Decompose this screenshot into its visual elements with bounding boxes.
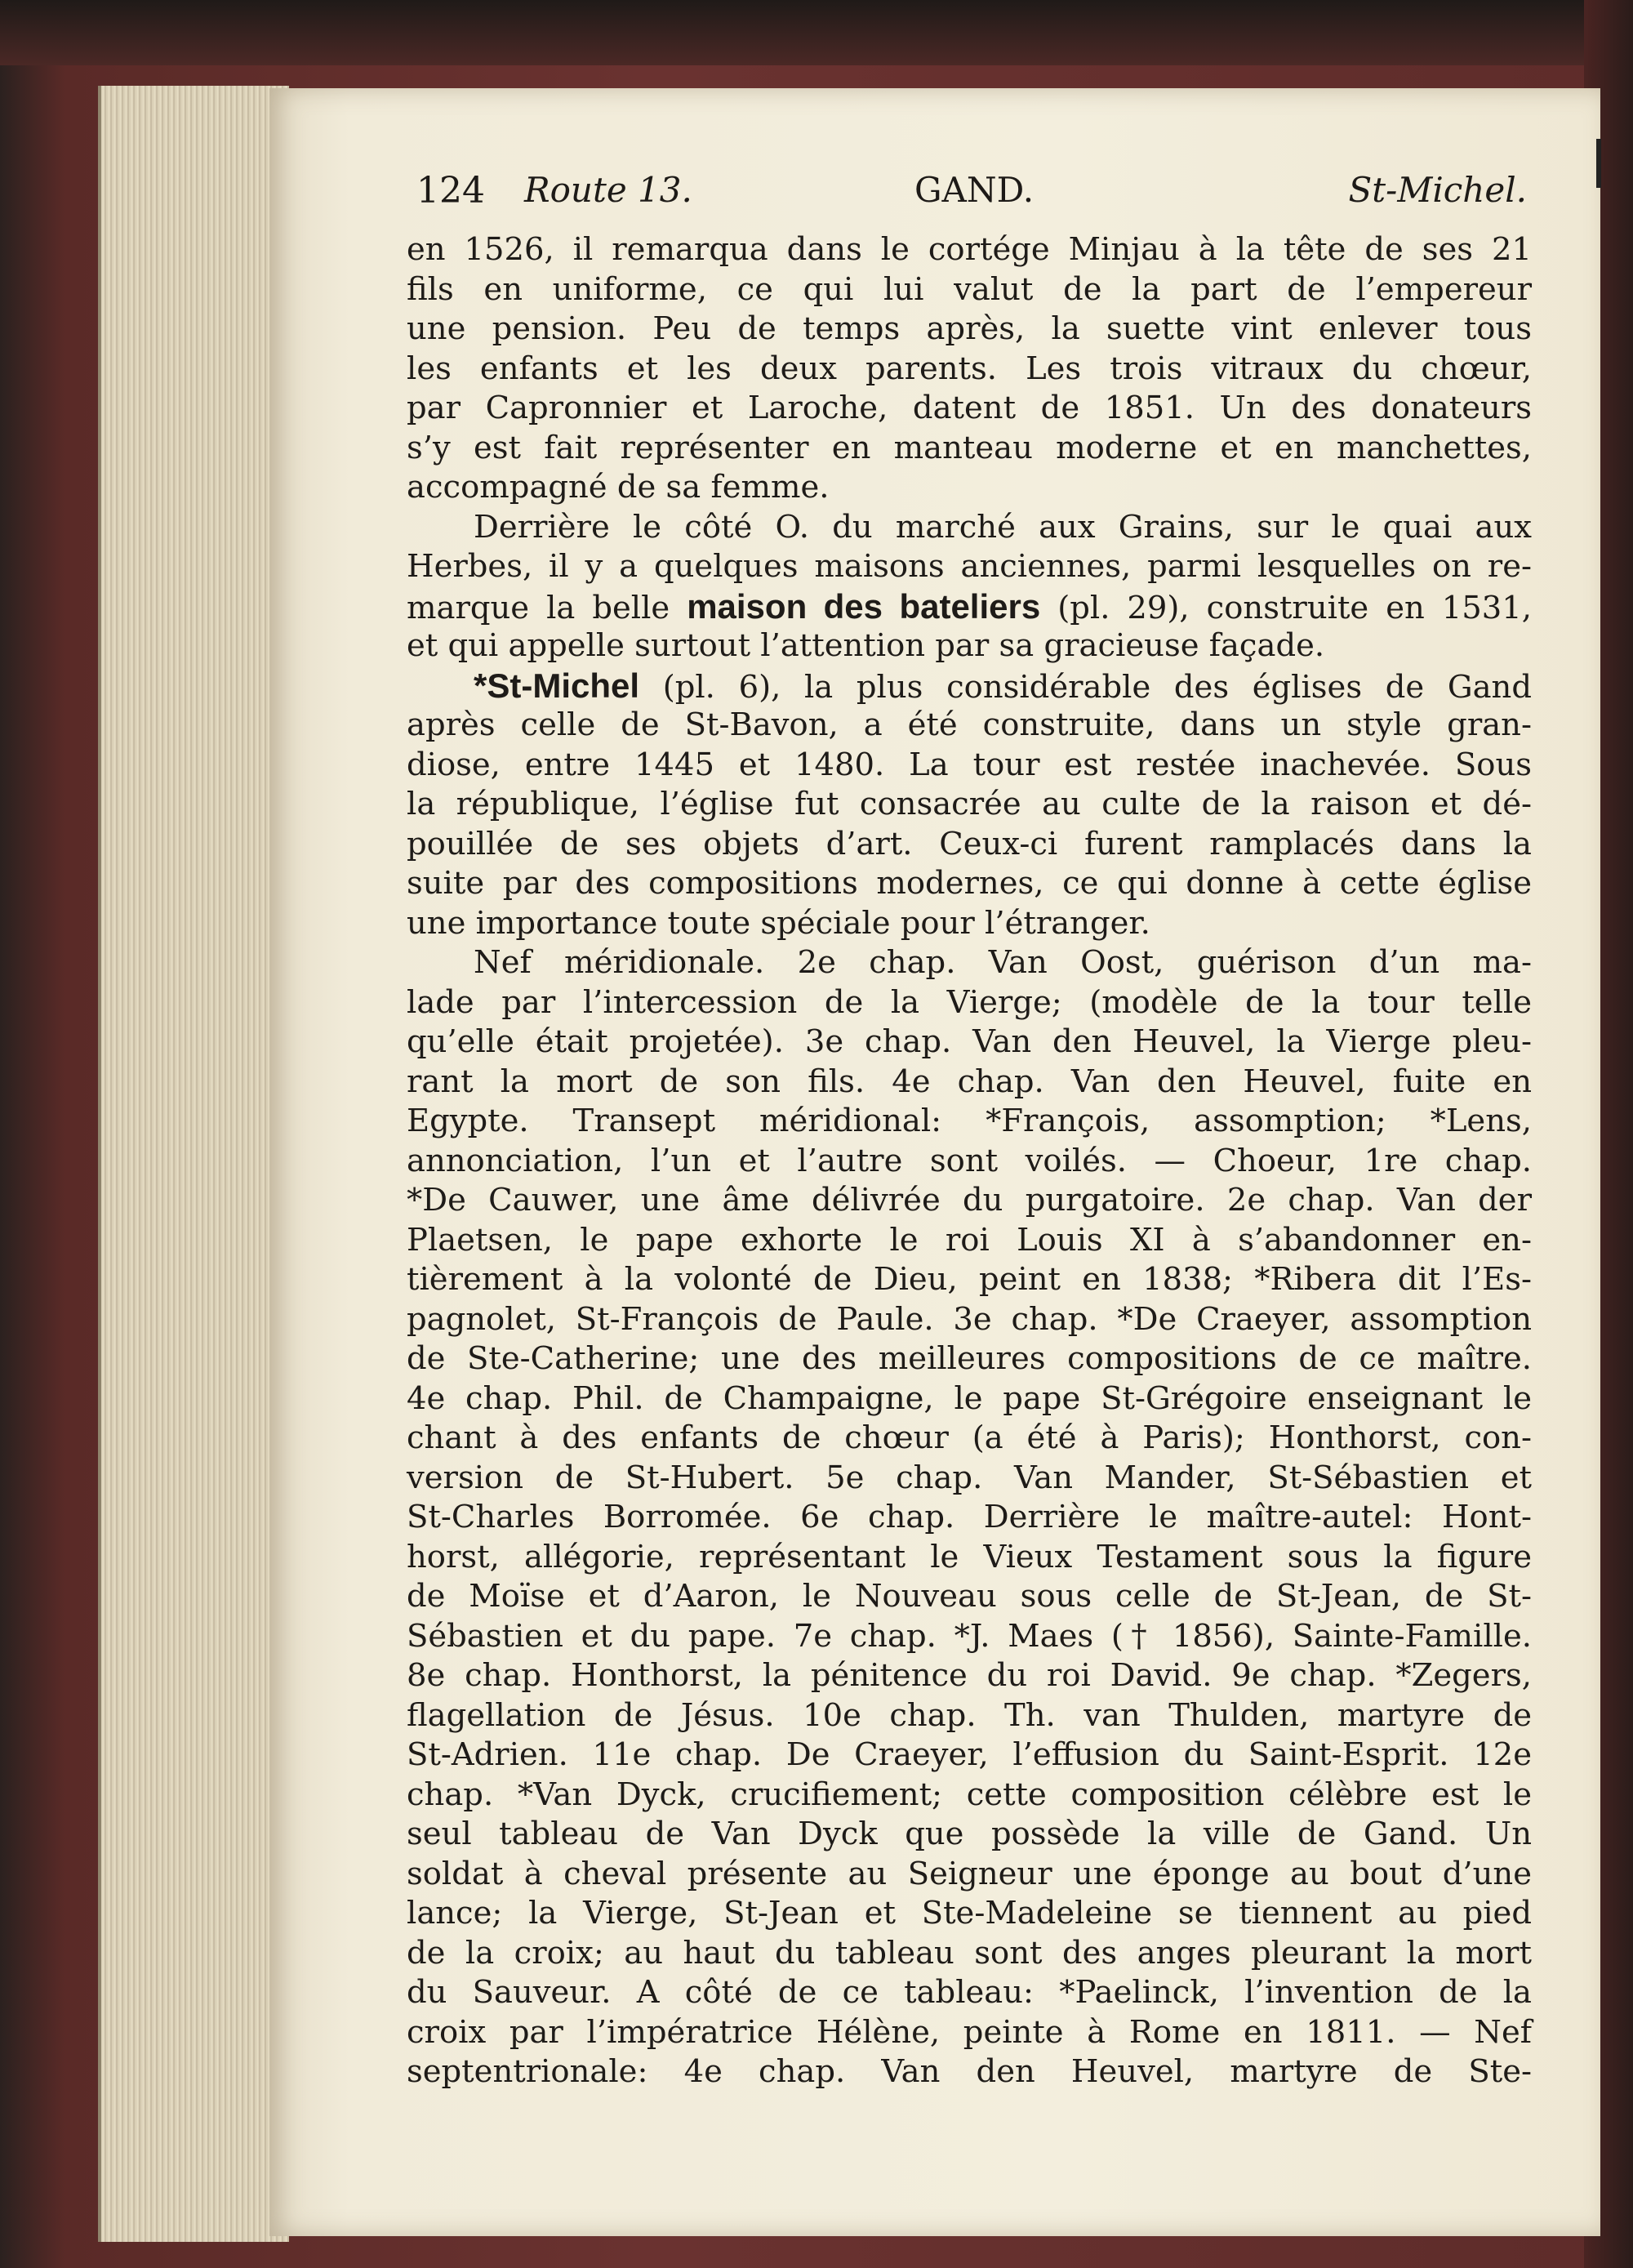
text-line: Derrière le côté O. du marché aux Grains, sur le quai aux [474, 508, 1532, 546]
text-line: et qui appelle surtout l’attention par sa gracieuse façade. [407, 627, 1325, 664]
text-line: seul tableau de Van Dyck que possède la ville de Gand. Un [407, 1816, 1532, 1852]
text-line: les enfants et les deux parents. Les trois vitraux du chœur, [407, 350, 1532, 387]
text-line: diose, entre 1445 et 1480. La tour est restée inachevée. Sous [407, 746, 1532, 783]
text-line: en 1526, il remarqua dans le cortége Minjau à la tête de ses 21 [407, 231, 1532, 268]
text-line: version de St-Hubert. 5e chap. Van Mander, St-Sébastien et [407, 1459, 1532, 1496]
text-line: Herbes, il y a quelques maisons anciennes, parmi lesquelles on re- [407, 548, 1532, 585]
text-line: qu’elle était projetée). 3e chap. Van den Heuvel, la Vierge pleu- [407, 1023, 1532, 1060]
city-label: GAND. [914, 170, 1035, 210]
cover-top-edge [0, 0, 1633, 65]
body-text [407, 230, 1532, 2092]
text-line: Plaetsen, le pape exhorte le roi Louis XI à s’abandonner en- [407, 1221, 1532, 1259]
text-line: accompagné de sa femme. [407, 469, 830, 506]
text-line: soldat à cheval présente au Seigneur une éponge au bout d’une [407, 1855, 1532, 1892]
text-line: croix par l’impératrice Hélène, peinte à Rome en 1811. — Nef [407, 2013, 1532, 2051]
page-number: 124 [416, 170, 485, 212]
text-line: St-Charles Borromée. 6e chap. Derrière le maître-autel: Hont- [407, 1499, 1532, 1535]
text-line-rich: *St-Michel (pl. 6), la plus considérable des églises de Gand [474, 666, 1532, 706]
text-line: septentrionale: 4e chap. Van den Heuvel, martyre de Ste- [407, 2053, 1532, 2090]
text-line: Sébastien et du pape. 7e chap. *J. Maes († 1856), Sainte-Famille. [407, 1617, 1532, 1655]
text-line: suite par des compositions modernes, ce qui donne à cette église [407, 865, 1532, 902]
text-line-rich: marque la belle maison des bateliers (pl. 29), construite en 1531, [407, 586, 1532, 626]
section-label: St-Michel. [1348, 170, 1527, 210]
text-line: lance; la Vierge, St-Jean et Ste-Madeleine se tiennent au pied [407, 1895, 1532, 1932]
text-line: par Capronnier et Laroche, datent de 1851. Un des donateurs [407, 390, 1532, 426]
text-line: après celle de St-Bavon, a été construite, dans un style gran- [407, 706, 1532, 743]
text-line: de la croix; au haut du tableau sont des anges pleurant la mort [407, 1934, 1532, 1972]
text-line: *De Cauwer, une âme délivrée du purgatoire. 2e chap. Van der [407, 1182, 1532, 1219]
text-line: tièrement à la volonté de Dieu, peint en 1838; *Ribera dit l’Es- [407, 1261, 1532, 1298]
text-line: du Sauveur. A côté de ce tableau: *Paelinck, l’invention de la [407, 1974, 1532, 2011]
text-line: fils en uniforme, ce qui lui valut de la part de l’empereur [407, 270, 1532, 308]
text-line: pouillée de ses objets d’art. Ceux-ci furent ramplacés dans la [407, 825, 1532, 862]
text-line: une importance toute spéciale pour l’étranger. [407, 904, 1150, 942]
text-line: s’y est fait représenter en manteau moderne et en manchettes, [407, 429, 1532, 466]
text-line: flagellation de Jésus. 10e chap. Th. van Thulden, martyre de [407, 1696, 1532, 1734]
text-line: Egypte. Transept méridional: *François, assomption; *Lens, [407, 1103, 1532, 1139]
text-line: lade par l’intercession de la Vierge; (modèle de la tour telle [407, 983, 1532, 1021]
text-line: St-Adrien. 11e chap. De Craeyer, l’effusion du Saint-Esprit. 12e [407, 1736, 1532, 1773]
text-line: chap. *Van Dyck, crucifiement; cette composition célèbre est le [407, 1776, 1532, 1813]
text-line: 4e chap. Phil. de Champaigne, le pape St-Grégoire enseignant le [407, 1379, 1532, 1417]
text-line: la république, l’église fut consacrée au culte de la raison et dé- [407, 786, 1532, 822]
bold-term: *St-Michel [474, 666, 640, 705]
text-line: de Moïse et d’Aaron, le Nouveau sous celle de St-Jean, de St- [407, 1578, 1532, 1615]
text-line: annonciation, l’un et l’autre sont voilés. — Choeur, 1re chap. [407, 1142, 1532, 1179]
page-edges-stack [98, 86, 289, 2242]
text-line: 8e chap. Honthorst, la pénitence du roi David. 9e chap. *Zegers, [407, 1657, 1532, 1694]
text-line: pagnolet, St-François de Paule. 3e chap. *De Craeyer, assomption [407, 1300, 1532, 1338]
running-header [416, 170, 1527, 219]
text-line: de Ste-Catherine; une des meilleures compositions de ce maître. [407, 1340, 1532, 1377]
text-line: une pension. Peu de temps après, la suette vint enlever tous [407, 310, 1532, 347]
text-line: Nef méridionale. 2e chap. Van Oost, guérison d’un ma- [474, 944, 1532, 981]
text-line: chant à des enfants de chœur (a été à Paris); Honthorst, con- [407, 1419, 1532, 1456]
text-line: rant la mort de son fils. 4e chap. Van den Heuvel, fuite en [407, 1063, 1532, 1100]
page-marker [1596, 139, 1601, 188]
route-label: Route 13. [524, 170, 692, 210]
bold-term: maison des bateliers [687, 586, 1041, 626]
text-line: horst, allégorie, représentant le Vieux Testament sous la figure [407, 1538, 1532, 1575]
